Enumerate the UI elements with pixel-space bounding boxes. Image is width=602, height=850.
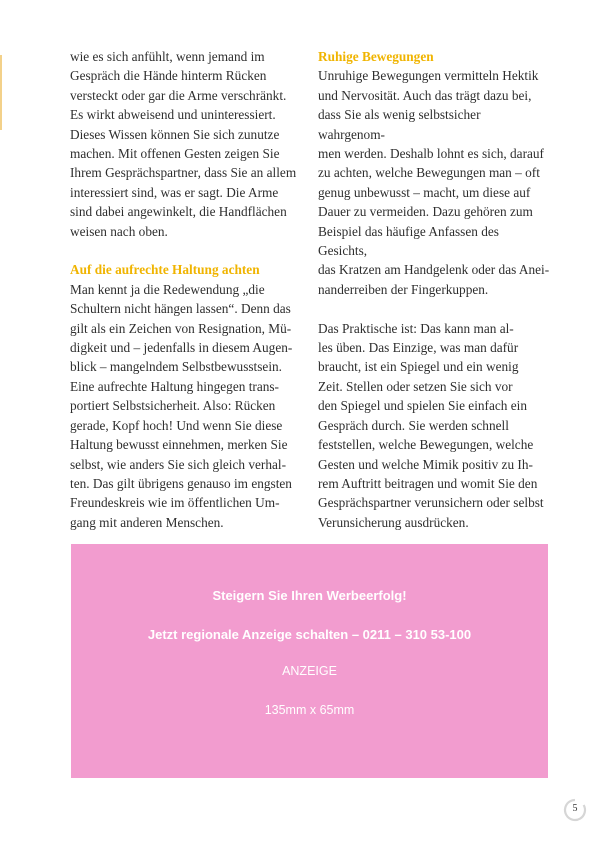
intro-paragraph: wie es sich anfühlt, wenn jemand im Gespräch die Hände hinterm Rücken versteckt oder gar die Arme verschränkt. Es wirkt abweisend und uninteressiert. Dieses Wissen können Sie sich zunutze machen. Mit offenen Gesten zeigen Sie Ihrem Gesprächspartner, dass Sie an allem interessiert sind, was er sagt. Die Arme sind dabei angewinkelt, die Handflächen weisen nach oben. (70, 49, 297, 239)
posture-paragraph: Man kennt ja die Redewendung „die Schultern nicht hängen lassen“. Denn das gilt als ein Zeichen von Resignation, Mü- digkeit und – jedenfalls in diesem Augen- blick – mangelndem Selbstbewusstsein. Eine aufrechte Haltung hingegen trans- portiert Selbstsicherheit. Also: Rücken gerade, Kopf hoch! Und wenn Sie diese Haltung bewusst einnehmen, merken Sie selbst, wie anders Sie sich gleich verhal- ten. Das gilt übrigens genauso im engsten Freundeskreis wie im öffentlichen Um- gang mit anderen Menschen. (70, 281, 293, 530)
ad-size: 135mm x 65mm (264, 703, 355, 717)
practical-paragraph: Das Praktische ist: Das kann man al- les üben. Das Einzige, was man dafür braucht, ist ein Spiegel und ein wenig Zeit. Stellen oder setzen Sie sich vor den Spiegel und spielen Sie einfach ein Gespräch durch. Sie werden schnell feststellen, welche Bewegungen, welche Gesten und welche Mimik positiv zu Ih- rem Auftritt beitragen und womit Sie den Gesprächspartner verunsichern oder selbst Verunsicherung ausdrücken. (318, 320, 544, 530)
page-number: 5 (572, 803, 578, 814)
movements-paragraph: Unruhige Bewegungen vermitteln Hektik und Nervosität. Auch das trägt dazu bei, dass Sie als wenig selbstsicher wahrgenom- men werden. Deshalb lohnt es sich, darauf zu achten, welche Bewegungen man – oft genug unbewusst – macht, um diese auf Dauer zu vermeiden. Dazu gehören zum Beispiel das häufige Anfassen des Gesichts, das Kratzen am Handgelenk oder das Anei- nanderreiben der Fingerkuppen. (318, 68, 550, 297)
right-column (318, 47, 550, 532)
ad-call-to-action[interactable]: Jetzt regionale Anzeige schalten – 0211 – 310 53-100 (147, 627, 472, 642)
ad-headline: Steigern Sie Ihren Werbeerfolg! (212, 588, 407, 603)
page-edge-accent (0, 55, 2, 130)
ad-label: ANZEIGE (282, 664, 337, 678)
page-number-badge (562, 797, 588, 823)
section-heading-posture: Auf die aufrechte Haltung achten (70, 262, 260, 278)
section-heading-movements: Ruhige Bewegungen (318, 49, 434, 64)
left-column (70, 47, 302, 532)
advertisement-box[interactable] (71, 544, 548, 778)
